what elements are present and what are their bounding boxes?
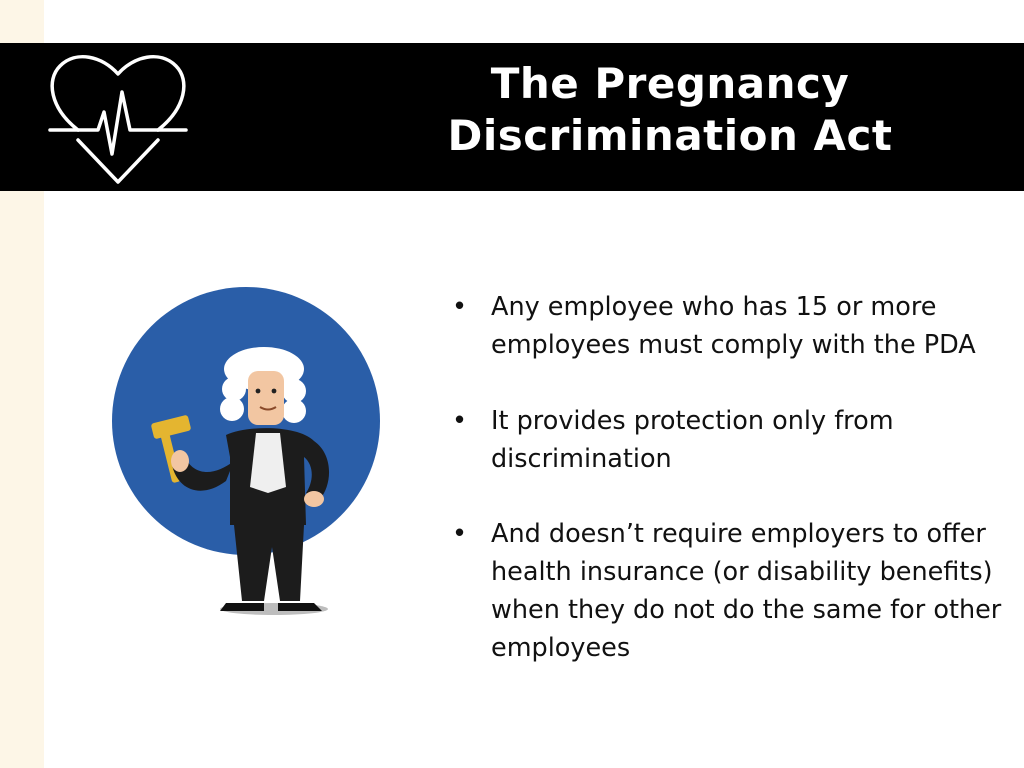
bullet-marker: • bbox=[452, 519, 468, 549]
judge-illustration bbox=[108, 285, 398, 625]
bullet-item bbox=[448, 402, 1008, 478]
bullet-item bbox=[448, 288, 1008, 364]
heart-pulse-icon bbox=[44, 46, 192, 188]
title-line-1: The Pregnancy bbox=[490, 59, 850, 108]
bullet-text: It provides protection only from discrimination bbox=[491, 406, 894, 474]
bullet-list bbox=[448, 288, 1008, 667]
bullet-item bbox=[448, 515, 1008, 667]
bullet-text: And doesn’t require employers to offer health insurance (or disability benefits) when they do not do the same for other employees bbox=[491, 519, 1002, 663]
title-line-2: Discrimination Act bbox=[447, 111, 893, 160]
slide-title bbox=[420, 58, 920, 162]
bullet-marker: • bbox=[452, 406, 468, 436]
bullet-marker: • bbox=[452, 292, 468, 322]
bullet-text: Any employee who has 15 or more employees must comply with the PDA bbox=[491, 292, 976, 360]
